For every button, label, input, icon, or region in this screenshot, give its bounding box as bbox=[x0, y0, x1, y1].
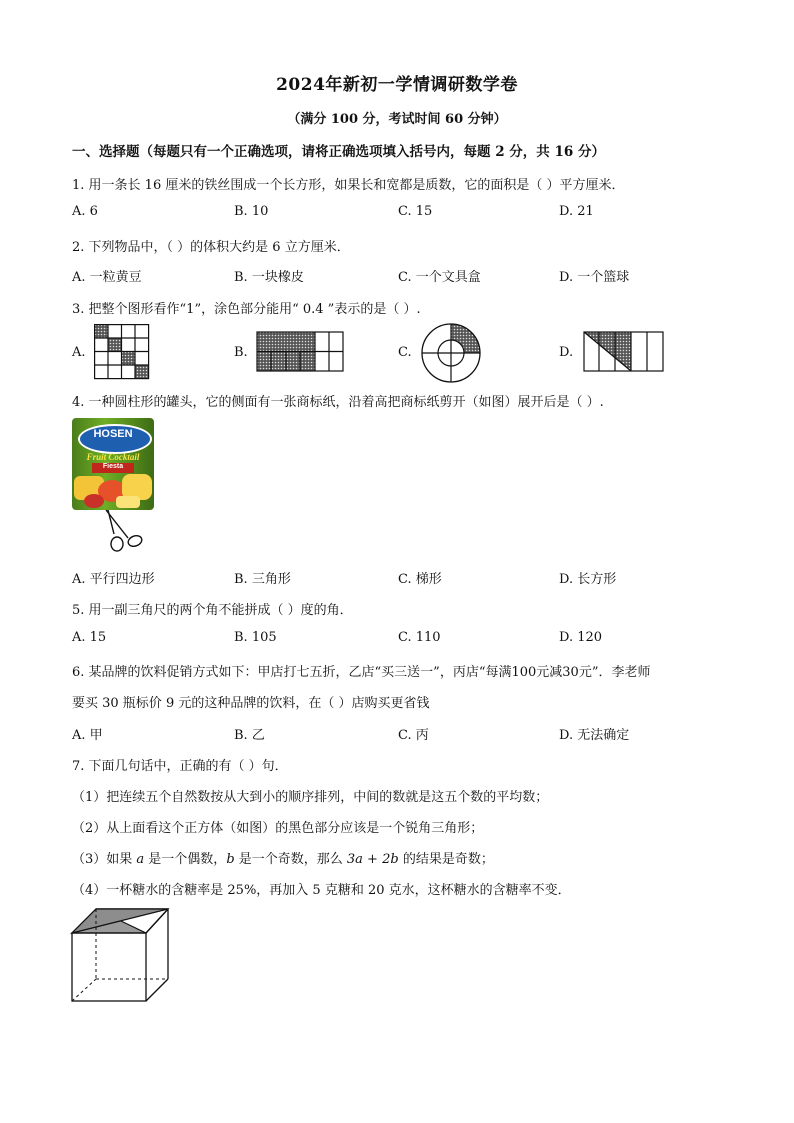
q7-statement-3: （3）如果 a 是一个偶数，b 是一个奇数，那么 3a + 2b 的结果是奇数； bbox=[72, 852, 494, 867]
question-1-stem: 1. 用一条长 16 厘米的铁丝围成一个长方形，如果长和宽都是质数，它的面积是（ ）平方厘米． bbox=[72, 178, 625, 193]
scissors-icon bbox=[98, 508, 146, 554]
q1-option-c: C. 15 bbox=[398, 204, 433, 219]
q3-figure-a-grid bbox=[94, 324, 152, 382]
q4-option-b: B. 三角形 bbox=[234, 572, 291, 587]
cube-figure bbox=[70, 905, 174, 1005]
q6-option-d: D. 无法确定 bbox=[559, 728, 630, 743]
question-7-stem: 7. 下面几句话中，正确的有（ ）句． bbox=[72, 759, 288, 774]
question-2-stem: 2. 下列物品中，（ ）的体积大约是 6 立方厘米． bbox=[72, 240, 350, 255]
q3-option-b: B. bbox=[234, 345, 248, 360]
q7-statement-2: （2）从上面看这个正方体（如图）的黑色部分应该是一个锐角三角形； bbox=[72, 821, 484, 836]
question-4-stem: 4. 一种圆柱形的罐头，它的侧面有一张商标纸，沿着高把商标纸剪开（如图）展开后是（ ）. bbox=[72, 395, 604, 410]
q1-option-a: A. 6 bbox=[72, 204, 98, 219]
q3-option-d: D. bbox=[559, 345, 574, 360]
q4-option-a: A. 平行四边形 bbox=[72, 572, 155, 587]
question-3-stem: 3. 把整个图形看作“1”，涂色部分能用“ 0.4 ”表示的是（ ）. bbox=[72, 302, 421, 317]
q6-option-b: B. 乙 bbox=[234, 728, 265, 743]
q1-option-d: D. 21 bbox=[559, 204, 594, 219]
question-6-stem-line-2: 要买 30 瓶标价 9 元的这种品牌的饮料，在（ ）店购买更省钱 bbox=[72, 696, 430, 711]
q3-figure-d-rectangle bbox=[583, 331, 665, 373]
page-title: 2024年新初一学情调研数学卷 bbox=[276, 75, 518, 95]
q5-option-d: D. 120 bbox=[559, 630, 603, 645]
exam-info: （满分 100 分，考试时间 60 分钟） bbox=[287, 112, 507, 127]
q4-option-d: D. 长方形 bbox=[559, 572, 617, 587]
q7-statement-1: （1）把连续五个自然数按从大到小的顺序排列，中间的数就是这五个数的平均数； bbox=[72, 790, 549, 805]
q5-option-a: A. 15 bbox=[72, 630, 107, 645]
q3-option-a: A. bbox=[72, 345, 86, 360]
q1-option-b: B. 10 bbox=[234, 204, 269, 219]
q2-option-a: A. 一粒黄豆 bbox=[72, 270, 142, 285]
q3-figure-c-circle bbox=[420, 322, 482, 384]
q2-option-b: B. 一块橡皮 bbox=[234, 270, 304, 285]
q3-figure-b-strip bbox=[256, 331, 346, 373]
section-heading: 一、选择题（每题只有一个正确选项，请将正确选项填入括号内，每题 2 分，共 16 分） bbox=[72, 144, 605, 160]
q5-option-c: C. 110 bbox=[398, 630, 441, 645]
q6-option-a: A. 甲 bbox=[72, 728, 103, 743]
q6-option-c: C. 丙 bbox=[398, 728, 429, 743]
question-5-stem: 5. 用一副三角尺的两个角不能拼成（ ）度的角． bbox=[72, 603, 353, 618]
fruit-cocktail-can-image: HOSEN Fruit Cocktail Fiesta bbox=[72, 418, 154, 510]
q5-option-b: B. 105 bbox=[234, 630, 277, 645]
q2-option-c: C. 一个文具盒 bbox=[398, 270, 481, 285]
q2-option-d: D. 一个篮球 bbox=[559, 270, 630, 285]
question-6-stem-line-1: 6. 某品牌的饮料促销方式如下：甲店打七五折，乙店“买三送一”，丙店“每满100元减30元”．李老师 bbox=[72, 665, 651, 680]
q3-option-c: C. bbox=[398, 345, 412, 360]
q4-option-c: C. 梯形 bbox=[398, 572, 442, 587]
q7-statement-4: （4）一杯糖水的含糖率是 25%，再加入 5 克糖和 20 克水，这杯糖水的含糖率不变． bbox=[72, 883, 571, 898]
